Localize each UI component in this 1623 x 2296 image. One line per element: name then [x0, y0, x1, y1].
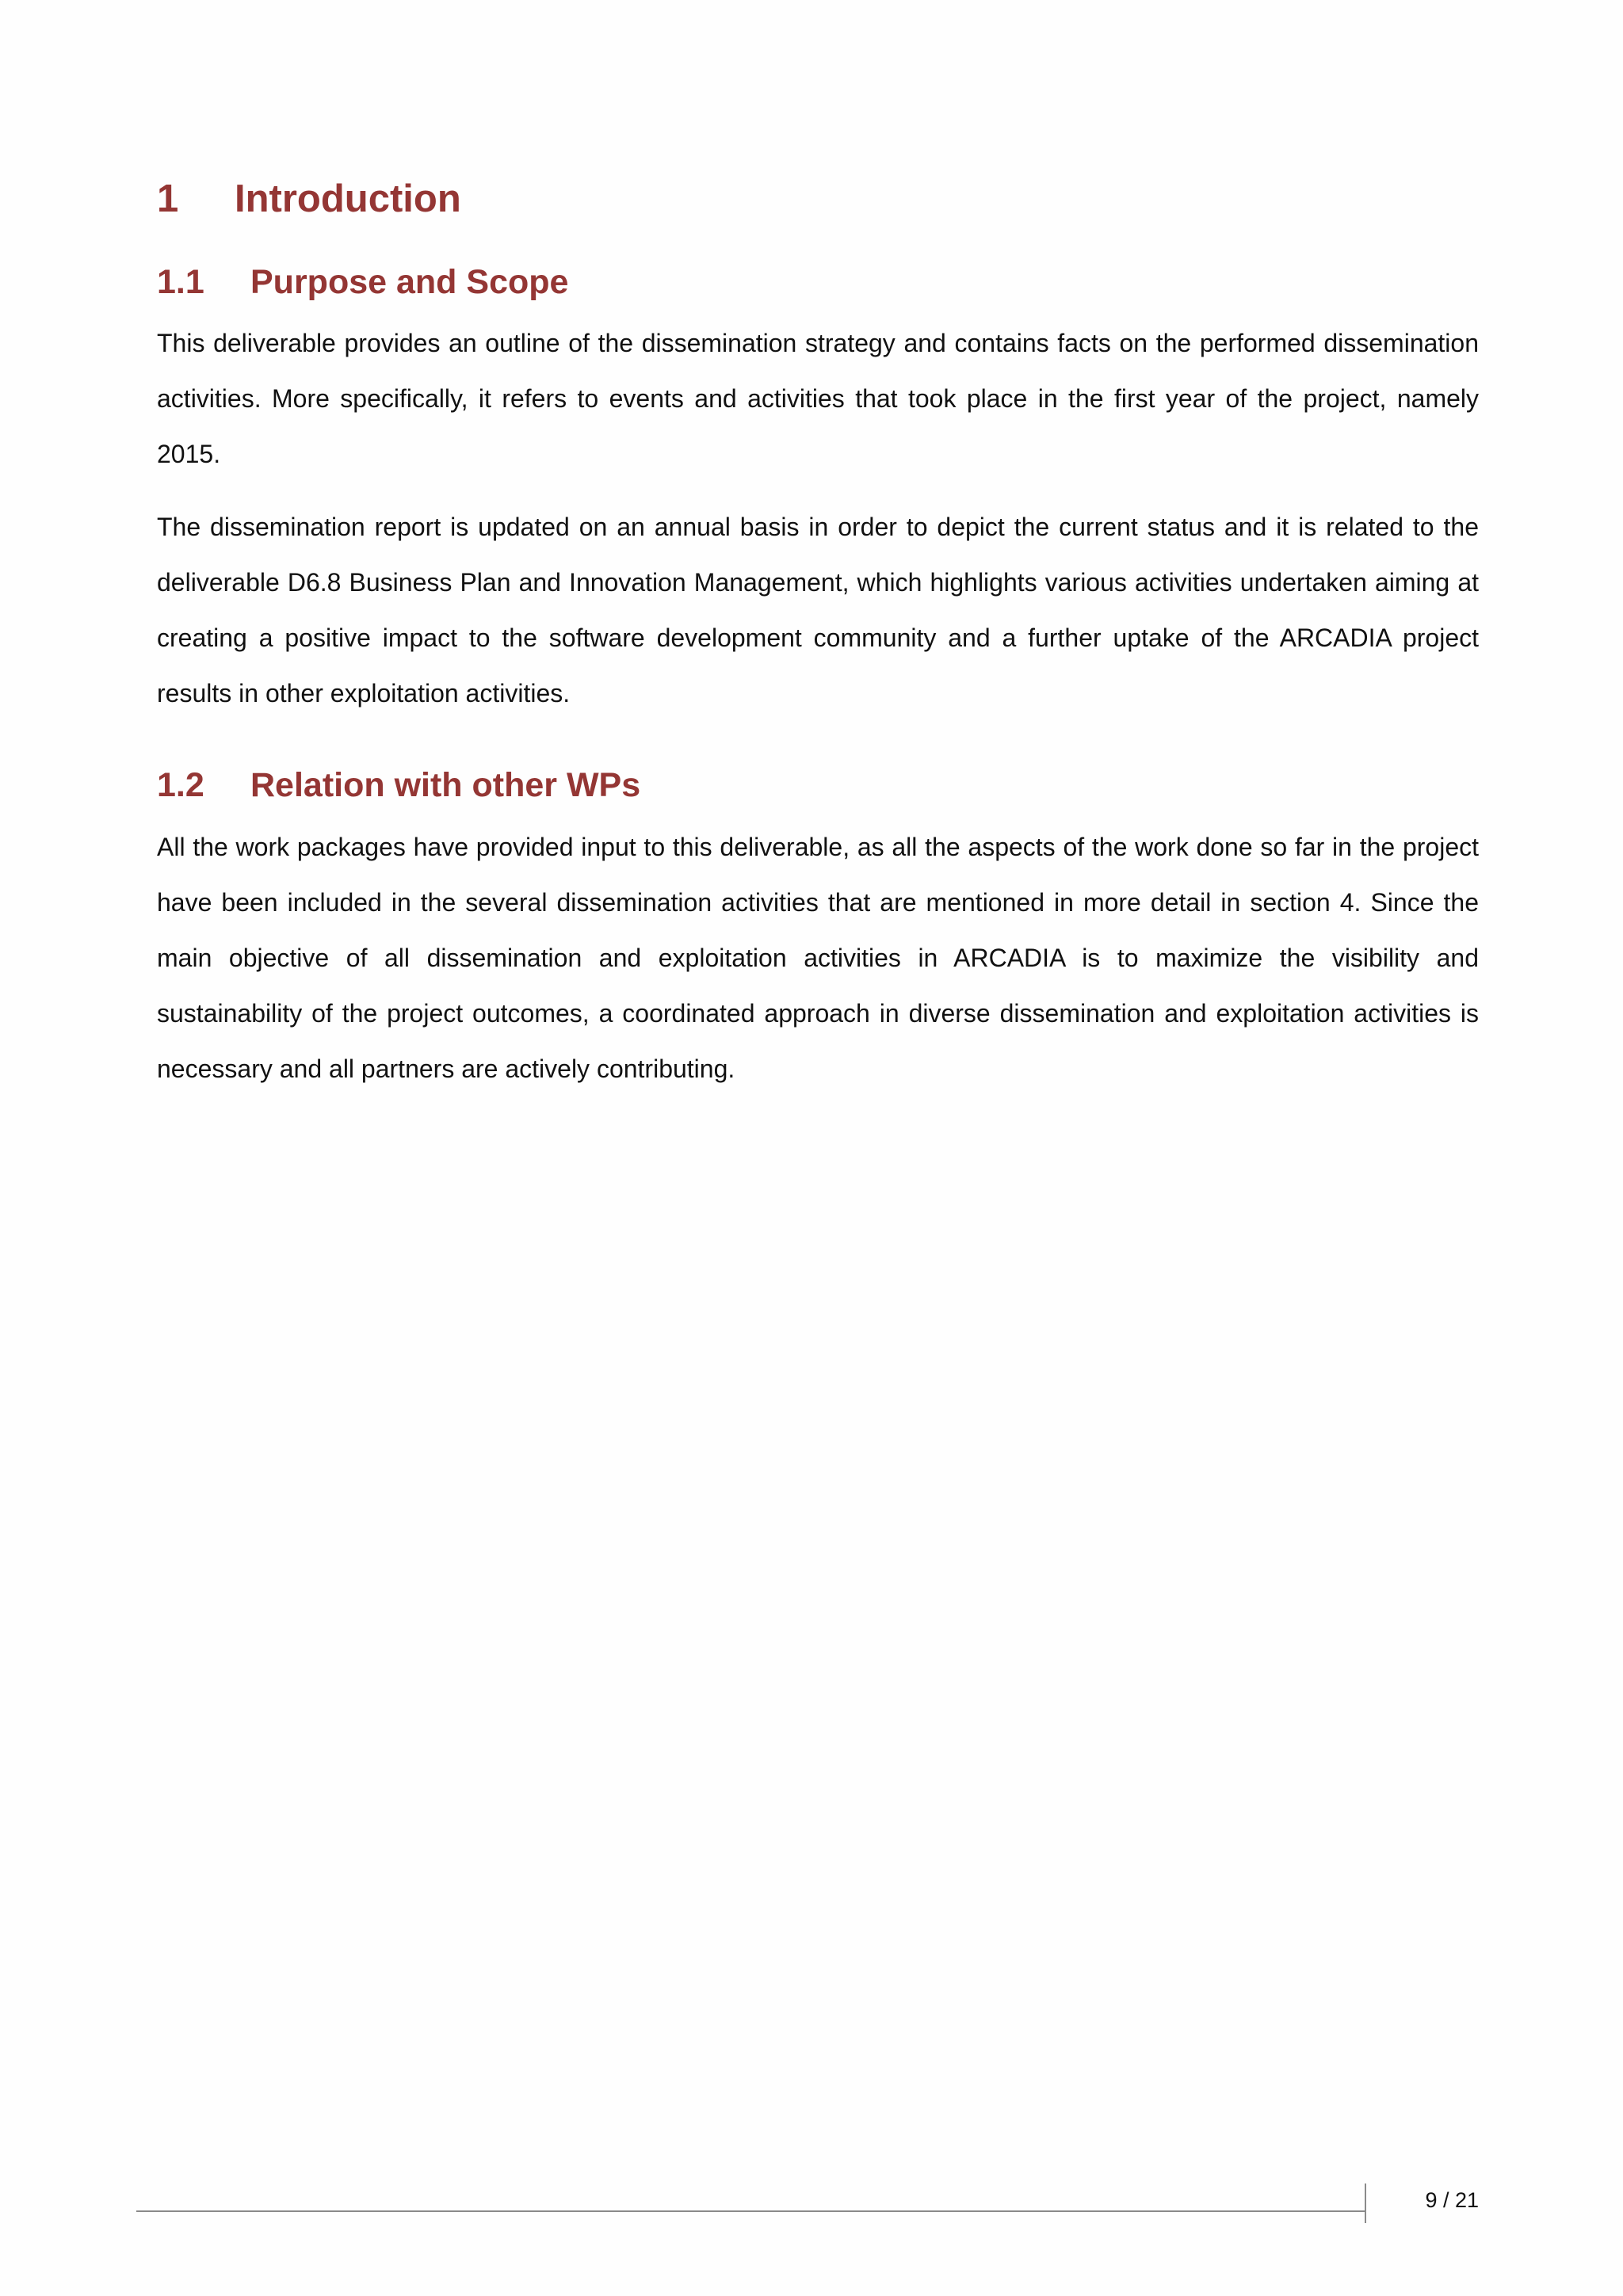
section-title: Relation with other WPs	[250, 766, 641, 805]
heading-title: Introduction	[235, 177, 461, 220]
section-title: Purpose and Scope	[250, 262, 569, 301]
paragraph: The dissemination report is updated on an annual basis in order to depict the current status and it is related to the deliverable D6.8 Business Plan and Innovation Management, which highlights various activities undertaken aiming at creating a positive impact to the software development community and a further uptake of the ARCADIA project results in other exploitation activities.	[157, 513, 1479, 708]
paragraph: This deliverable provides an outline of the dissemination strategy and contains facts on the performed dissemination activities. More specifically, it refers to events and activities that took place in the first year of the project, namely 2015.	[157, 329, 1479, 469]
heading-number: 1	[157, 177, 179, 220]
page-number: 9 / 21	[1425, 2188, 1479, 2212]
section-number: 1.1	[157, 262, 204, 301]
paragraph: All the work packages have provided input to this deliverable, as all the aspects of the work done so far in the project have been included in the several dissemination activities that are mentioned in more detail in section 4. Since the main objective of all dissemination and exploitation activities in ARCADIA is to maximize the visibility and sustainability of the project outcomes, a coordinated approach in diverse dissemination and exploitation activities is necessary and all partners are actively contributing.	[157, 832, 1479, 1083]
footer-rule	[136, 2210, 1365, 2212]
heading-purpose-and-scope	[157, 262, 1479, 303]
section-number: 1.2	[157, 766, 204, 805]
footer-rule-tick	[1365, 2183, 1366, 2223]
page-content	[157, 176, 1479, 1114]
heading-introduction	[157, 176, 1479, 223]
heading-relation-with-other-wps	[157, 765, 1479, 807]
